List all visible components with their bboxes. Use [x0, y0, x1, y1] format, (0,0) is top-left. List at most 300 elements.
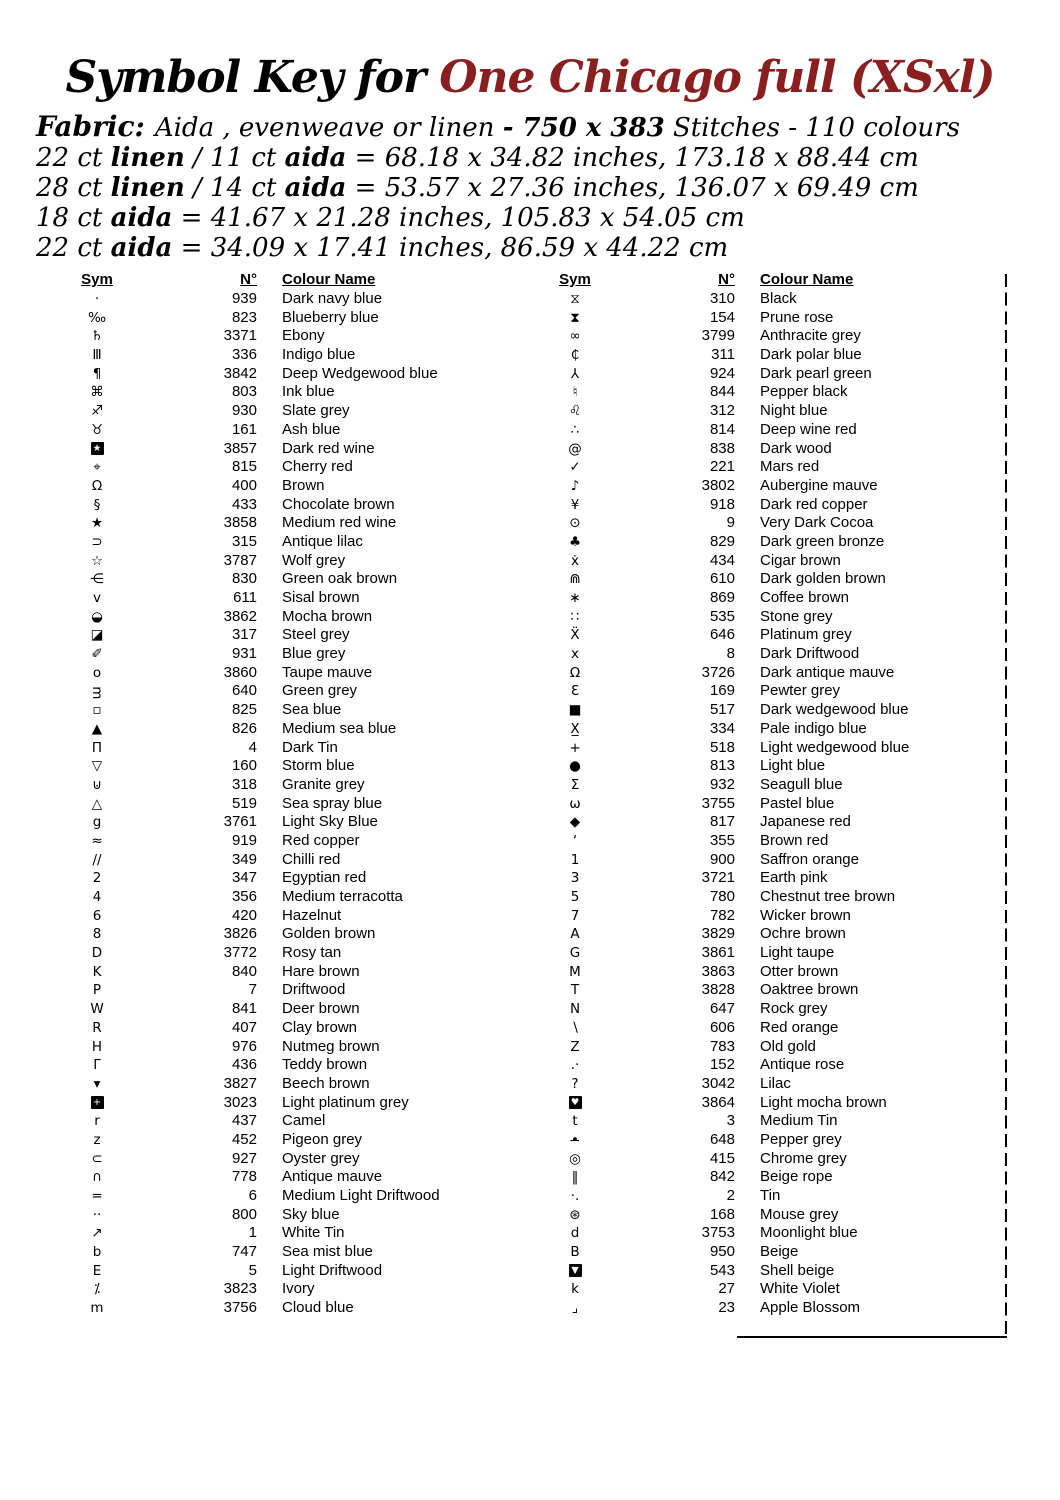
key-row — [540, 925, 909, 944]
symbol-glyph: E — [92, 1262, 102, 1279]
symbol-glyph: G — [569, 945, 581, 962]
colour-name: Deep Wedgewood blue — [282, 364, 438, 382]
key-row — [62, 739, 440, 758]
key-row — [540, 1168, 909, 1187]
colour-name: Tin — [760, 1187, 781, 1204]
colour-number: 420 — [231, 906, 257, 924]
colour-number: 3755 — [701, 794, 735, 812]
symbol-glyph: 1 — [570, 851, 580, 868]
colour-number: 3827 — [223, 1074, 257, 1092]
symbol-glyph: 5 — [570, 889, 580, 905]
colour-name: Prune rose — [760, 308, 834, 326]
colour-number: 924 — [709, 364, 735, 382]
key-row — [62, 720, 440, 739]
colour-name: Beige — [760, 1243, 799, 1261]
colour-name: Apple Blossom — [760, 1299, 861, 1317]
symbol-glyph: Ɛ — [570, 683, 580, 700]
key-row — [62, 701, 440, 720]
colour-number: 5 — [248, 1261, 257, 1279]
colour-name: Platinum grey — [760, 626, 852, 644]
colour-number: 3756 — [223, 1299, 257, 1317]
colour-number: 6 — [248, 1187, 257, 1204]
colour-number: 838 — [709, 439, 735, 457]
symbol-glyph: 7 — [570, 907, 580, 924]
colour-number: 407 — [231, 1018, 257, 1036]
symbol-glyph: ♌ — [568, 403, 582, 420]
colour-name: Deep wine red — [760, 420, 857, 438]
symbol-glyph: Σ — [570, 776, 580, 793]
colour-number: 778 — [231, 1168, 257, 1186]
key-row — [540, 701, 909, 720]
table-right-border — [1005, 274, 1007, 1336]
colour-name: Dark golden brown — [760, 570, 886, 588]
colour-name: Dark Tin — [282, 738, 338, 756]
colour-name: Green grey — [282, 682, 358, 700]
colour-number: 349 — [231, 850, 257, 868]
fabric-type: aida — [284, 143, 347, 173]
key-row — [540, 963, 909, 982]
key-row — [540, 664, 909, 683]
header-colour-name: Colour Name — [282, 271, 376, 288]
symbol-glyph: ω — [569, 795, 581, 812]
symbol-glyph: 3 — [570, 870, 580, 887]
key-row — [62, 1280, 440, 1299]
colour-name: Sea blue — [282, 701, 342, 719]
colour-name: Cherry red — [282, 458, 353, 476]
key-row — [540, 570, 909, 589]
symbol-glyph: ·. — [570, 1188, 580, 1204]
key-row — [62, 1112, 440, 1131]
key-row — [62, 1224, 440, 1243]
fabric-type: aida — [110, 203, 173, 233]
symbol-glyph: t — [572, 1113, 578, 1130]
symbol-glyph — [540, 1262, 610, 1281]
key-row — [62, 533, 440, 552]
key-row — [540, 944, 909, 963]
header-number: N° — [240, 271, 257, 288]
table-bottom-rule — [737, 1336, 1007, 1338]
symbol-glyph: ⌖ — [93, 459, 101, 476]
colour-name: Pastel blue — [760, 794, 835, 812]
key-row — [540, 1243, 909, 1262]
symbol-glyph: ● — [569, 758, 581, 775]
symbol-glyph: ⌟ — [571, 1300, 579, 1317]
colour-number: 932 — [709, 775, 735, 793]
colour-name: Mouse grey — [760, 1205, 839, 1223]
key-row — [62, 496, 440, 515]
key-row — [540, 888, 909, 907]
symbol-glyph: 2 — [92, 870, 102, 887]
symbol-glyph: ✐ — [91, 646, 103, 663]
colour-name: Medium terracotta — [282, 888, 403, 905]
key-row — [62, 981, 440, 1000]
colour-number: 8 — [726, 645, 735, 663]
colour-name: Otter brown — [760, 962, 839, 980]
colour-name: Light mocha brown — [760, 1093, 887, 1111]
key-row — [62, 514, 440, 533]
symbol-glyph: ? — [571, 1075, 579, 1092]
colour-number: 336 — [231, 346, 257, 364]
symbol-glyph: ♣ — [568, 533, 582, 550]
colour-name: Rosy tan — [282, 944, 342, 962]
colour-name: Egyptian red — [282, 869, 367, 887]
symbol-glyph: ✓ — [569, 459, 581, 476]
colour-number: 841 — [231, 1000, 257, 1018]
key-row — [540, 1206, 909, 1225]
colour-number: 3826 — [223, 925, 257, 943]
key-row — [540, 1075, 909, 1094]
colour-name: Very Dark Cocoa — [760, 514, 874, 532]
colour-number: 312 — [709, 402, 735, 420]
colour-number: 433 — [231, 495, 257, 513]
colour-number: 780 — [709, 888, 735, 905]
symbol-glyph: D — [91, 945, 103, 962]
symbol-glyph: ⊙ — [569, 515, 581, 532]
symbol-glyph: = — [91, 1188, 103, 1204]
key-row — [62, 888, 440, 907]
colour-number: 869 — [709, 589, 735, 606]
key-row — [62, 1243, 440, 1262]
colour-number: 355 — [709, 831, 735, 849]
key-row — [540, 327, 909, 346]
colour-name: Antique rose — [760, 1056, 845, 1074]
symbol-glyph: ♐ — [90, 403, 104, 420]
symbol-glyph: ♉ — [90, 421, 104, 438]
colour-name: Dark pearl green — [760, 364, 872, 382]
symbol-glyph: ∞ — [569, 328, 581, 345]
colour-name: Oyster grey — [282, 1149, 360, 1167]
colour-name: Shell beige — [760, 1261, 835, 1279]
title-prefix: Symbol Key for — [65, 52, 426, 103]
colour-number: 3842 — [223, 364, 257, 382]
colour-number: 918 — [709, 495, 735, 513]
colour-name: Old gold — [760, 1037, 816, 1055]
colour-name: Brown — [282, 476, 325, 494]
colour-number: 3860 — [223, 663, 257, 681]
dimensions: = 41.67 x 21.28 inches, 105.83 x 54.05 cm — [172, 203, 745, 233]
colour-number: 823 — [231, 308, 257, 326]
key-row — [540, 1299, 909, 1318]
colour-name: Storm blue — [282, 757, 355, 775]
colour-name: Ochre brown — [760, 925, 846, 943]
count-text: 22 ct — [36, 143, 111, 173]
key-row — [62, 346, 440, 365]
key-row — [540, 309, 909, 328]
colour-number: 814 — [709, 420, 735, 438]
key-row — [540, 832, 909, 851]
key-row — [62, 1019, 440, 1038]
colour-name: Coffee brown — [760, 589, 849, 606]
colour-name: Oaktree brown — [760, 981, 859, 999]
symbol-glyph: ▾ — [93, 1075, 101, 1092]
key-row — [62, 477, 440, 496]
colour-number: 3802 — [701, 476, 735, 494]
colour-number: 3721 — [701, 869, 735, 887]
colour-number: 152 — [709, 1056, 735, 1074]
symbol-glyph — [62, 1094, 132, 1113]
fabric-line-4 — [36, 233, 960, 263]
colour-name: Dark Driftwood — [760, 645, 860, 663]
colour-name: Hazelnut — [282, 906, 342, 924]
count-text: / 14 ct — [184, 173, 285, 203]
colour-name: Deer brown — [282, 1000, 360, 1018]
symbol-glyph: ♄ — [90, 328, 104, 345]
symbol-glyph: ⁒ — [93, 1281, 101, 1298]
key-row — [540, 626, 909, 645]
colour-name: Mocha brown — [282, 607, 373, 625]
symbol-glyph: ◒ — [91, 608, 103, 625]
symbol-glyph: ⧗ — [570, 309, 580, 326]
colour-number: 9 — [726, 514, 735, 532]
symbol-glyph: 8 — [92, 926, 102, 943]
symbol-glyph: d — [570, 1225, 580, 1242]
colour-number: 950 — [709, 1243, 735, 1261]
colour-name: Light Driftwood — [282, 1261, 383, 1279]
colour-number: 437 — [231, 1112, 257, 1130]
key-row — [540, 421, 909, 440]
colour-name: Dark navy blue — [282, 290, 383, 307]
header-sym: Sym — [81, 271, 113, 288]
symbol-glyph: ⊍ — [92, 776, 102, 793]
key-row — [62, 290, 440, 309]
colour-number: 519 — [231, 794, 257, 812]
dimensions: = 68.18 x 34.82 inches, 173.18 x 88.44 cm — [346, 143, 919, 173]
colour-name: Slate grey — [282, 402, 350, 420]
symbol-glyph — [62, 440, 132, 459]
key-row — [62, 944, 440, 963]
key-row — [62, 421, 440, 440]
symbol-glyph: ‘ — [572, 832, 578, 849]
colour-name: Saffron orange — [760, 850, 859, 868]
colour-number: 825 — [231, 701, 257, 719]
inverse-symbol: + — [91, 1096, 104, 1109]
colour-name: Steel grey — [282, 626, 350, 644]
colour-number: 3823 — [223, 1280, 257, 1298]
colour-number: 800 — [231, 1205, 257, 1223]
symbol-glyph: ⅄ — [570, 365, 580, 382]
symbol-glyph: P — [92, 982, 102, 999]
key-rows-left — [62, 290, 440, 1318]
symbol-glyph: ∴ — [570, 421, 580, 438]
symbol-glyph: A — [570, 926, 580, 943]
colour-name: Ivory — [282, 1280, 315, 1298]
symbol-glyph: ¶ — [92, 365, 102, 382]
key-row — [62, 309, 440, 328]
colour-name: Medium Tin — [760, 1112, 838, 1130]
colour-number: 842 — [709, 1168, 735, 1186]
colour-name: Golden brown — [282, 925, 376, 943]
key-row — [62, 608, 440, 627]
symbol-glyph: T — [570, 982, 580, 999]
colour-name: Hare brown — [282, 962, 360, 980]
count-text: 18 ct — [36, 203, 111, 233]
key-row — [540, 552, 909, 571]
colour-number: 160 — [231, 757, 257, 775]
key-row — [62, 1168, 440, 1187]
colour-number: 829 — [709, 532, 735, 550]
colour-name: Nutmeg brown — [282, 1037, 380, 1055]
colour-name: Rock grey — [760, 1000, 828, 1018]
colour-number: 517 — [709, 701, 735, 719]
colour-name: Black — [760, 290, 797, 307]
colour-number: 3861 — [701, 944, 735, 962]
colour-name: Wolf grey — [282, 551, 346, 569]
key-row — [540, 514, 909, 533]
key-row — [540, 1056, 909, 1075]
key-row — [62, 1299, 440, 1318]
key-row — [62, 925, 440, 944]
symbol-glyph: § — [93, 496, 101, 513]
symbol-glyph: ★ — [90, 515, 104, 532]
fabric-label: Fabric: — [36, 110, 145, 143]
symbol-glyph: Ẍ — [570, 627, 580, 644]
colour-number: 535 — [709, 607, 735, 625]
colour-name: Dark antique mauve — [760, 663, 895, 681]
colour-name: Japanese red — [760, 813, 851, 831]
key-row — [540, 608, 909, 627]
symbol-glyph: ♮ — [572, 384, 578, 401]
page-title — [0, 52, 1060, 103]
key-row — [62, 832, 440, 851]
colour-number: 830 — [231, 570, 257, 588]
key-row — [62, 1206, 440, 1225]
symbol-glyph: ⊂ — [91, 1150, 103, 1167]
colour-name: Pepper grey — [760, 1130, 842, 1148]
key-row — [62, 383, 440, 402]
symbol-glyph: ᴠ — [93, 590, 101, 606]
key-row — [62, 327, 440, 346]
key-row — [62, 1187, 440, 1206]
colour-name: Clay brown — [282, 1018, 358, 1036]
colour-name: Dark green bronze — [760, 532, 885, 550]
key-row — [540, 402, 909, 421]
colour-number: 347 — [231, 869, 257, 887]
colour-number: 317 — [231, 626, 257, 644]
symbol-glyph: B — [570, 1244, 580, 1261]
key-row — [62, 1094, 440, 1113]
symbol-glyph: ▫ — [92, 702, 102, 719]
symbol-glyph: ↗ — [91, 1225, 103, 1242]
colour-name: Light Sky Blue — [282, 813, 378, 831]
key-row — [62, 552, 440, 571]
colour-name: Earth pink — [760, 869, 828, 887]
colour-number: 1 — [248, 1224, 257, 1242]
colour-number: 318 — [231, 775, 257, 793]
symbol-glyph: · — [94, 291, 100, 307]
colour-number: 813 — [709, 757, 735, 775]
colour-number: 436 — [231, 1056, 257, 1074]
colour-number: 3864 — [701, 1093, 735, 1111]
colour-name: Ebony — [282, 327, 325, 345]
colour-name: Medium red wine — [282, 514, 397, 532]
colour-name: Lilac — [760, 1074, 791, 1092]
colour-number: 168 — [709, 1205, 735, 1223]
inverse-symbol: ♥ — [569, 1096, 582, 1109]
colour-number: 3772 — [223, 944, 257, 962]
key-row — [540, 1187, 909, 1206]
symbol-glyph: H — [91, 1038, 103, 1055]
key-row — [62, 1150, 440, 1169]
symbol-glyph: △ — [91, 795, 103, 812]
key-row — [62, 664, 440, 683]
colour-number: 3 — [726, 1112, 735, 1130]
colour-name: Medium sea blue — [282, 719, 397, 737]
colour-name: Light platinum grey — [282, 1093, 409, 1111]
colour-number: 3863 — [701, 962, 735, 980]
symbol-glyph: ∷ — [570, 608, 580, 625]
colour-name: Green oak brown — [282, 570, 398, 588]
symbol-glyph: ≈ — [91, 832, 103, 849]
count-text: / 11 ct — [184, 143, 285, 173]
colour-name: Aubergine mauve — [760, 476, 878, 494]
fabric-line-1 — [36, 143, 960, 173]
key-table-header — [62, 270, 440, 290]
colour-number: 3787 — [223, 551, 257, 569]
colour-number: 3858 — [223, 514, 257, 532]
key-row — [540, 383, 909, 402]
key-row — [540, 1112, 909, 1131]
colour-name: Camel — [282, 1112, 326, 1130]
colour-number: 452 — [231, 1130, 257, 1148]
colour-name: Chestnut tree brown — [760, 888, 896, 905]
fabric-line-3 — [36, 203, 960, 233]
key-row — [540, 907, 909, 926]
key-row — [62, 757, 440, 776]
colour-number: 543 — [709, 1261, 735, 1279]
key-row — [62, 589, 440, 608]
colour-name: Sea spray blue — [282, 794, 383, 812]
key-row — [540, 1131, 909, 1150]
key-row — [540, 757, 909, 776]
colour-number: 400 — [231, 476, 257, 494]
colour-name: Indigo blue — [282, 346, 356, 364]
symbol-glyph: ◪ — [90, 627, 104, 644]
key-row — [62, 851, 440, 870]
colour-name: Antique mauve — [282, 1168, 383, 1186]
symbol-glyph: z — [93, 1131, 101, 1148]
colour-number: 647 — [709, 1000, 735, 1018]
colour-name: Red copper — [282, 831, 360, 849]
colour-name: Light wedgewood blue — [760, 738, 910, 756]
symbol-glyph — [540, 1094, 610, 1113]
key-row — [62, 458, 440, 477]
symbol-glyph: ∕∕ — [92, 851, 102, 868]
colour-name: Ink blue — [282, 383, 335, 401]
colour-name: Moonlight blue — [760, 1224, 858, 1242]
stitch-count: - 750 x 383 — [502, 113, 665, 143]
dimensions: = 53.57 x 27.36 inches, 136.07 x 69.49 cm — [346, 173, 919, 203]
colour-name: Chocolate brown — [282, 495, 395, 513]
colour-name: Dark wood — [760, 439, 832, 457]
key-row — [62, 1056, 440, 1075]
colour-number: 161 — [231, 420, 257, 438]
colour-number: 518 — [709, 738, 735, 756]
colour-number: 221 — [709, 458, 735, 476]
colour-name: Chrome grey — [760, 1149, 847, 1167]
colour-number: 3042 — [701, 1074, 735, 1092]
key-row — [540, 458, 909, 477]
symbol-glyph: ẋ — [571, 552, 579, 569]
symbol-glyph: ■ — [568, 702, 582, 719]
symbol-glyph: @ — [568, 440, 582, 457]
colour-number: 927 — [231, 1149, 257, 1167]
fabric-line-2 — [36, 173, 960, 203]
pattern-name: One Chicago full (XSxl) — [439, 52, 995, 103]
colour-name: Anthracite grey — [760, 327, 861, 345]
colour-name: Blue grey — [282, 645, 346, 663]
colour-name: Blueberry blue — [282, 308, 379, 326]
colour-number: 315 — [231, 532, 257, 550]
